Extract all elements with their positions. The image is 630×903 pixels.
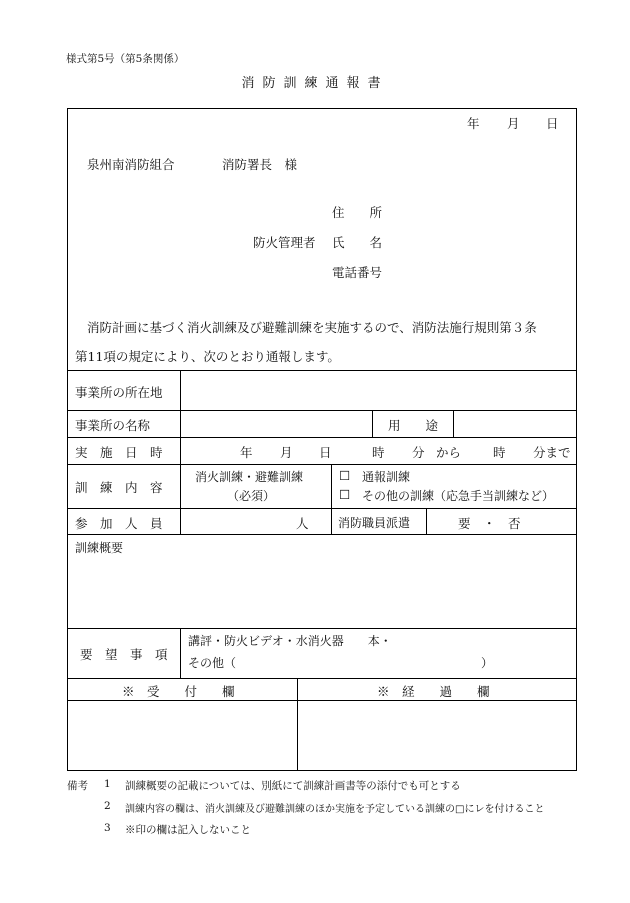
- requests-line-1: 講評・防火ビデオ・水消火器 本・: [188, 634, 392, 648]
- datetime-day: 日: [319, 445, 332, 460]
- statement-line-2: 第11項の規定により、次のとおり通報します。: [75, 349, 340, 364]
- location-label: 事業所の所在地: [75, 385, 163, 400]
- note-number: 2: [104, 800, 111, 812]
- dispatch-value[interactable]: 要 ・ 否: [458, 516, 521, 531]
- fire-manager-label: 防火管理者: [253, 235, 316, 250]
- use-field[interactable]: [455, 412, 575, 436]
- column-divider: [331, 464, 332, 534]
- option-notification-training: 通報訓練: [362, 470, 411, 484]
- datetime-month: 月: [280, 445, 293, 460]
- column-divider: [180, 628, 181, 678]
- row-divider: [67, 508, 577, 509]
- datetime-minute-start: 分: [412, 445, 425, 460]
- dispatch-label: 消防職員派遣: [338, 516, 411, 530]
- option-other-training: その他の訓練（応急手当訓練など）: [362, 489, 555, 503]
- training-content-label: 訓 練 内 容: [75, 480, 163, 495]
- requests-other-open: その他（: [188, 656, 237, 670]
- datetime-label: 実 施 日 時: [75, 445, 163, 460]
- date-day-label: 日: [546, 116, 559, 131]
- required-training-line-2: （必須）: [227, 489, 276, 503]
- row-divider: [67, 370, 577, 371]
- row-divider: [67, 534, 577, 535]
- datetime-hour-end: 時: [493, 445, 506, 460]
- row-divider: [67, 678, 577, 679]
- business-name-field[interactable]: [182, 412, 370, 436]
- datetime-hour-start: 時: [372, 445, 385, 460]
- note-text: ※印の欄は記入しないこと: [125, 824, 251, 836]
- use-label: 用 途: [388, 418, 439, 433]
- datetime-year: 年: [240, 445, 253, 460]
- progress-column-label: ※ 経 過 欄: [377, 684, 490, 699]
- form-frame: [67, 108, 577, 771]
- notes-heading: 備考: [67, 780, 88, 792]
- note-number: 3: [104, 822, 111, 834]
- participants-unit: 人: [296, 516, 309, 531]
- checkbox-notification-training[interactable]: ☐: [339, 468, 351, 483]
- training-summary-field[interactable]: [69, 556, 575, 626]
- note-number: 1: [104, 778, 111, 790]
- row-divider: [67, 628, 577, 629]
- form-number-label: 様式第5号（第5条関係）: [66, 53, 185, 65]
- requests-other-close: ）: [481, 656, 494, 670]
- date-month-label: 月: [507, 116, 520, 131]
- statement-line-1: 消防計画に基づく消火訓練及び避難訓練を実施するので、消防法施行規則第３条: [87, 320, 537, 335]
- required-training-line-1: 消火訓練・避難訓練: [195, 470, 304, 484]
- requests-label: 要 望 事 項: [80, 647, 168, 662]
- datetime-from: から: [436, 445, 462, 460]
- business-name-label: 事業所の名称: [75, 418, 151, 433]
- checkbox-other-training[interactable]: ☐: [339, 487, 351, 502]
- note-text: 訓練概要の記載については、別紙にて訓練計画書等の添付でも可とする: [125, 780, 461, 792]
- location-field[interactable]: [182, 372, 575, 409]
- row-divider: [67, 464, 577, 465]
- document-title: 消防訓練通報書: [241, 76, 389, 91]
- column-divider: [180, 370, 181, 534]
- phone-label: 電話番号: [332, 265, 383, 280]
- note-text: 訓練内容の欄は、消火訓練及び避難訓練のほか実施を予定している訓練の□にレを付けること: [125, 804, 545, 815]
- row-divider: [67, 700, 577, 701]
- column-divider: [372, 410, 373, 437]
- address-label: 住 所: [332, 205, 383, 220]
- column-divider: [426, 508, 427, 534]
- receipt-column-label: ※ 受 付 欄: [122, 684, 235, 699]
- participants-label: 参 加 人 員: [75, 516, 163, 531]
- datetime-minute-end: 分まで: [533, 445, 571, 460]
- row-divider: [67, 437, 577, 438]
- column-divider: [453, 410, 454, 437]
- training-summary-label: 訓練概要: [75, 541, 124, 555]
- addressee-org: 泉州南消防組合: [87, 157, 175, 172]
- date-year-label: 年: [467, 116, 480, 131]
- row-divider: [67, 410, 577, 411]
- name-label: 氏 名: [332, 235, 383, 250]
- column-divider: [297, 678, 298, 771]
- addressee-chief: 消防署長 様: [222, 157, 298, 172]
